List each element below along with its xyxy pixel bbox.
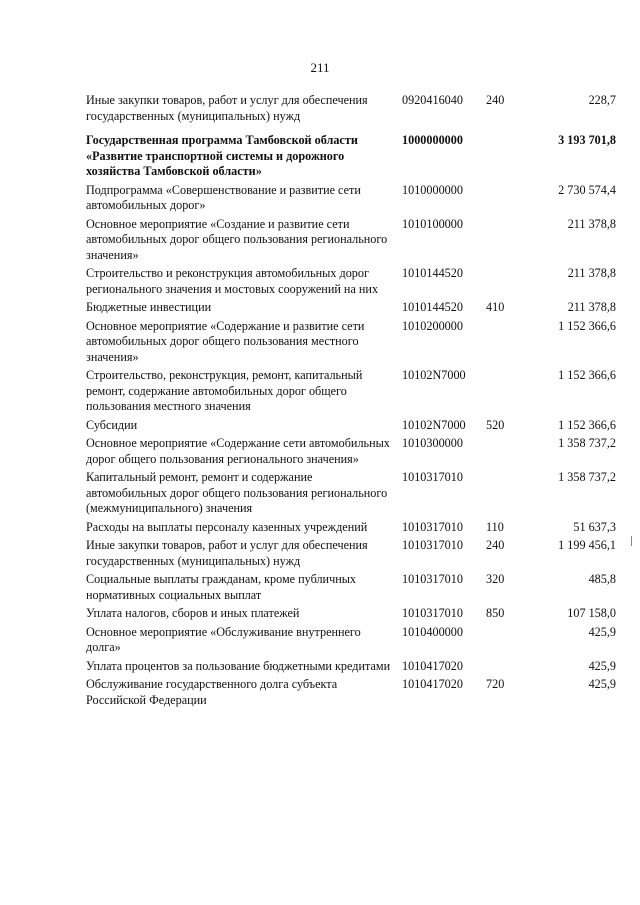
row-name: Бюджетные инвестиции: [86, 300, 212, 314]
row-code: 10102N7000: [402, 368, 466, 382]
row-sum: 425,9: [588, 658, 616, 673]
row-code: 1010317010: [402, 606, 463, 620]
row-code: 1010400000: [402, 624, 463, 639]
row-name: Уплата процентов за пользование бюджетными кредитами: [86, 658, 391, 673]
row-name: Основное мероприятие «Содержание сети автомобильных дорог общего пользования регионального значения»: [86, 436, 390, 466]
row-sum: 211 378,8: [567, 216, 616, 231]
row-name: Основное мероприятие «Создание и развитие сети автомобильных дорог общего пользования регионального значения»: [86, 216, 388, 262]
row-code: 10102N7000: [402, 417, 466, 432]
page-number: 211: [310, 60, 330, 75]
table-row: [86, 572, 616, 606]
row-sum: 51 637,3: [573, 519, 616, 534]
row-expense-type: 410: [486, 300, 505, 314]
row-expense-type: 240: [486, 538, 505, 552]
row-name: Субсидии: [86, 417, 138, 432]
row-name: Государственная программа Тамбовской области «Развитие транспортной системы и дорожного хозяйства Тамбовской области»: [86, 133, 358, 178]
scan-edge-mark: [631, 536, 632, 546]
row-code: 1010317010: [402, 470, 463, 484]
row-sum: 1 199 456,1: [558, 538, 616, 552]
row-name: Строительство и реконструкция автомобильных дорог регионального значения и мостовых сооружений на них: [86, 266, 379, 296]
row-name: Строительство, реконструкция, ремонт, капитальный ремонт, содержание автомобильных дорог общего пользования местного значения: [86, 368, 363, 413]
row-code: 1010100000: [402, 216, 463, 231]
row-name: Подпрограмма «Совершенствование и развитие сети автомобильных дорог»: [86, 182, 361, 212]
budget-table: [86, 93, 616, 711]
row-sum: 1 152 366,6: [558, 417, 616, 432]
row-name: Расходы на выплаты персоналу казенных учреждений: [86, 519, 368, 534]
table-row: [86, 538, 616, 572]
table-row: [86, 266, 616, 300]
row-code: 0920416040: [402, 93, 463, 107]
row-sum: 107 158,0: [567, 606, 616, 620]
row-code: 1010300000: [402, 436, 463, 450]
table-row: [86, 93, 616, 127]
row-sum: 228,7: [588, 93, 616, 107]
table-row: [86, 677, 616, 711]
row-sum: 1 358 737,2: [558, 470, 616, 484]
row-expense-type: [486, 659, 526, 678]
row-expense-type: [486, 436, 526, 470]
table-row: [86, 319, 616, 369]
row-expense-type: 320: [486, 572, 505, 586]
row-code: 1010000000: [402, 182, 463, 197]
row-expense-type: [486, 368, 526, 418]
row-expense-type: [486, 470, 526, 520]
row-name: Капитальный ремонт, ремонт и содержание автомобильных дорог общего пользования регионального (межмуниципального) значения: [86, 470, 388, 515]
table-row: [86, 606, 616, 625]
row-sum: 425,9: [588, 624, 616, 639]
table-row: [86, 217, 616, 267]
row-name: Социальные выплаты гражданам, кроме публичных нормативных социальных выплат: [86, 572, 356, 602]
row-code: 1000000000: [402, 133, 463, 147]
table-row: [86, 520, 616, 539]
row-sum: 3 193 701,8: [558, 133, 616, 147]
table-row: [86, 300, 616, 319]
row-code: 1010417020: [402, 658, 463, 673]
row-code: 1010200000: [402, 318, 463, 333]
row-expense-type: [486, 183, 526, 217]
row-expense-type: [486, 217, 526, 267]
row-expense-type: 110: [486, 519, 504, 534]
row-name: Основное мероприятие «Содержание и развитие сети автомобильных дорог общего пользования местного значения»: [86, 318, 365, 364]
table-row: [86, 625, 616, 659]
table-row: [86, 418, 616, 437]
row-code: 1010317010: [402, 572, 463, 586]
row-expense-type: [486, 319, 526, 369]
row-expense-type: [486, 266, 526, 300]
row-name: Иные закупки товаров, работ и услуг для обеспечения государственных (муниципальных) нужд: [86, 538, 368, 568]
row-expense-type: 520: [486, 417, 505, 432]
row-sum: 1 358 737,2: [558, 436, 616, 450]
row-sum: 425,9: [588, 677, 616, 691]
row-sum: 485,8: [588, 572, 616, 586]
row-sum: 211 378,8: [567, 300, 616, 314]
row-code: 1010417020: [402, 677, 463, 691]
row-code: 1010317010: [402, 538, 463, 552]
row-expense-type: [486, 625, 526, 659]
row-name: Иные закупки товаров, работ и услуг для обеспечения государственных (муниципальных) нужд: [86, 93, 368, 123]
table-row: [86, 183, 616, 217]
row-name: Основное мероприятие «Обслуживание внутреннего долга»: [86, 624, 361, 654]
row-expense-type: 720: [486, 677, 505, 691]
row-sum: 1 152 366,6: [558, 368, 616, 382]
row-expense-type: [486, 127, 526, 183]
row-expense-type: 240: [486, 93, 505, 107]
table-row: [86, 659, 616, 678]
row-expense-type: 850: [486, 606, 505, 620]
row-sum: 1 152 366,6: [558, 318, 616, 333]
row-sum: 211 378,8: [567, 266, 616, 280]
row-sum: 2 730 574,4: [558, 182, 616, 197]
row-name: Уплата налогов, сборов и иных платежей: [86, 606, 300, 620]
table-row: [86, 127, 616, 183]
row-code: 1010144520: [402, 266, 463, 280]
row-name: Обслуживание государственного долга субъекта Российской Федерации: [86, 677, 338, 707]
row-code: 1010144520: [402, 300, 463, 314]
table-row: [86, 470, 616, 520]
row-code: 1010317010: [402, 519, 463, 534]
table-row: [86, 368, 616, 418]
table-row: [86, 436, 616, 470]
